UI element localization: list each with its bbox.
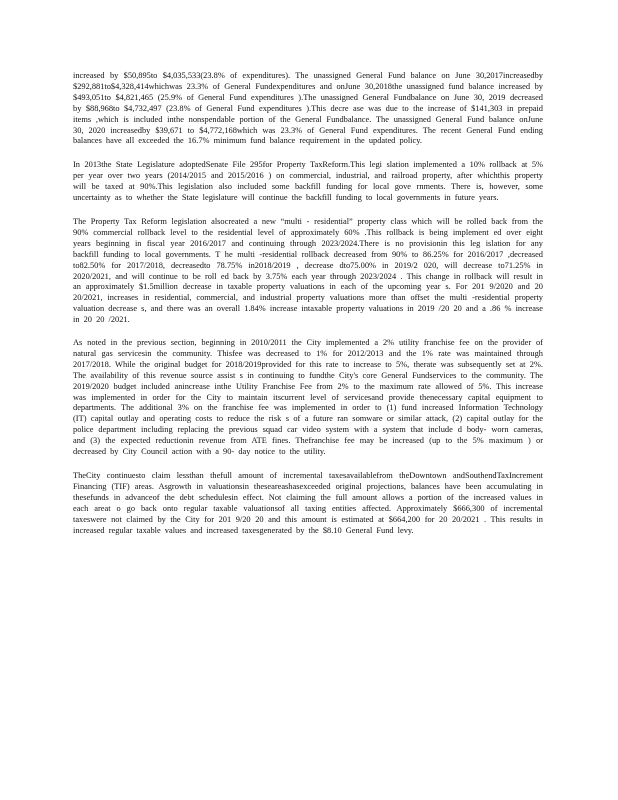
paragraph-multi-residential-rollback: The Property Tax Reform legislation alsocreated a new “multi - residential” property class which will be rolled back from the 90% commercial rollback level to the residential level of approximately 60% .This rollback is being implement ed over eight years beginning in fiscal year 2016/2017 and continuing through 2023/2024.There is no provisionin this leg islation for any backfill funding to local governments. T he multi -residential rollback decreased from 90% to 86.25% for 2016/2017 ,decreased to82.50% for 2017/2018, decreasedto 78.75% in2018/2019 , decrease dto75.00% in 2019/2 020, will decrease to71.25% in 2020/2021, and will continue to be roll ed back by 3.75% each year through 2023/2024 . This change in rollback will result in an approximately $1.5million decrease in taxable property valuations in each of the upcoming year s. For 201 9/2020 and 20 20/2021, increases in residential, commercial, and industrial property valuations more than offset the multi -residential property valuation decrease s, and there was an overall 1.84% increase intaxable property valuations in 2019 /20 20 and a .86 % increase in 20 20 /2021. <box>73 216 543 325</box>
paragraph-property-tax-reform: In 2013the State Legislature adoptedSenate File 295for Property TaxReform.This legi slation implemented a 10% rollback at 5% per year over two years (2014/2015 and 2015/2016 ) on commercial, industrial, and railroad property, after whichthis property will be taxed at 90%.This legislation also included some backfill funding for local gove rnments. There is, however, some uncertainty as to whether the State legislature will continue the backfill funding to local governments in future years. <box>73 160 543 203</box>
paragraph-fund-balance: increased by $50,895to $4,035,533(23.8% of expenditures). The unassigned General Fund balance on June 30,2017increasedby $292,881to$4,328,414whichwas 23.3% of General Fundexpenditures and onJune 30,2018the unassigned fund balance increased by $493,051to $4,821,465 (25.9% of General Fund expenditures ).The unassigned General Fundbalance on June 30, 2019 decreased by $88,968to $4,732,497 (23.8% of General Fund expenditures ).This decre ase was due to the increase of $141,303 in prepaid items ,which is included inthe nonspendable portion of the General Fundbalance. The unassigned General Fund balance onJune 30, 2020 increasedby $39,671 to $4,772,168which was 23.3% of General Fund expenditures. The recent General Fund ending balances have all exceeded the 16.7% minimum fund balance requirement in the updated policy. <box>73 71 543 146</box>
paragraph-tif-incremental-taxes: TheCity continuesto claim lessthan thefull amount of incremental taxesavailablefrom theDowntown andSouthendTaxIncrement Financing (TIF) areas. Asgrowth in valuationsin theseareashasexceeded original projections, balances have been accumulating in thesefunds in advanceof the debt schedulesin effect. Not claiming the full amount allows a portion of the increased values in each areat o go back onto regular taxable valuationsof all taxing entities affected. Approximately $666,300 of incremental taxeswere not claimed by the City for 201 9/20 20 and this amount is estimated at $664,200 for 20 20/2021 . This results in increased regular taxable values and increased taxesgenerated by the $8.10 General Fund levy. <box>73 471 543 535</box>
document-page <box>73 71 543 549</box>
paragraph-utility-franchise-fee: As noted in the previous section, beginning in 2010/2011 the City implemented a 2% utility franchise fee on the provider of natural gas servicesin the community. Thisfee was decreased to 1% for 2012/2013 and the 1% rate was maintained through 2017/2018. While the original budget for 2018/2019provided for this rate to increase to 5%, therate was subsequently set at 2%. The availability of this revenue source assist s in continuing to fundthe City's core General Fundservices to the community. The 2019/2020 budget included anincrease inthe Utility Franchise Fee from 2% to the maximum rate allowed of 5%. This increase was implemented in order for the City to maintain itscurrent level of servicesand provide thenecessary capital equipment to departments. The additional 3% on the franchise fee was implemented in order to (1) fund increased Information Technology (IT) capital outlay and operating costs to reduce the risk s of a future ran somware or similar attack, (2) capital outlay for the police department including replacing the previous squad car video system with a system that include d body- worn cameras, and (3) the expected reductionin revenue from ATE fines. Thefranchise fee may be increased (up to the 5% maximum ) or decreased by City Council action with a 90- day notice to the utility. <box>73 338 543 457</box>
